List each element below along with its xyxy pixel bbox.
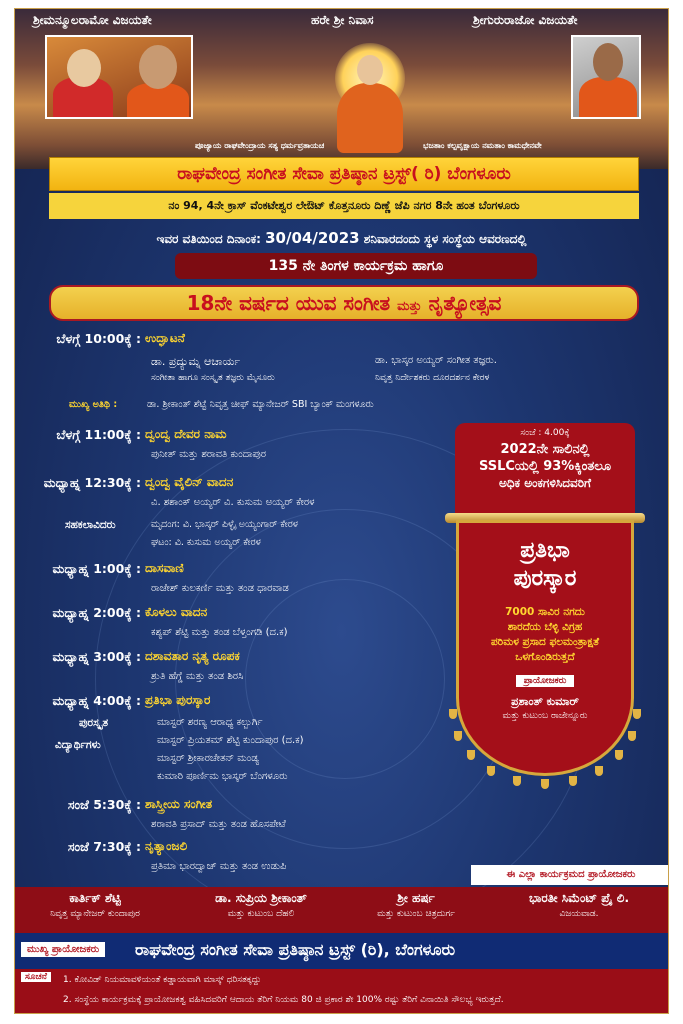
violin-artists: ವಿ. ಶಶಾಂಕ್ ಅಯ್ಯರ್ ವಿ. ಕುಸುಮ ಅಯ್ಯರ್ ಕೇರಳ	[151, 497, 315, 508]
tassel-decoration	[595, 766, 603, 776]
right-blessing: ಶ್ರೀಗುರುರಾಜೋ ವಿಜಯತೇ	[473, 13, 578, 27]
verse-left: ಪೂಜ್ಯಾಯ ರಾಘವೇಂದ್ರಾಯ ಸತ್ಯ ಧರ್ಮವ್ರತಾಯಚ	[195, 141, 325, 150]
saints-photo-left	[45, 35, 193, 119]
award-name-2: ಪುರಸ್ಕಾರ	[513, 566, 577, 591]
chief-guest: ಡಾ. ಶ್ರೀಕಾಂತ್ ಶೆಟ್ಟೆ ನಿವೃತ್ತ ಚೀಫ್ ಮ್ಯಾನೇಜರ್ SBI ಬ್ಯಾಂಕ್ ಮಂಗಳೂರು	[147, 399, 374, 410]
tassel-decoration	[628, 731, 636, 741]
classical-artists: ಶರಾವತಿ ಪ್ರಸಾದ್ ಮತ್ತು ತಂಡ ಹೊಸಪೇಟೆ	[151, 819, 286, 830]
sponsor-detail: ವಿಜಯವಾಡ.	[559, 909, 599, 919]
time-730pm: ಸಂಜೆ 7:30ಕ್ಕೆ :	[67, 839, 141, 854]
sponsor-detail: ಮತ್ತು ಕುಟುಂಬ ಚಿತ್ರದುರ್ಗ	[377, 909, 455, 919]
tassel-decoration	[633, 709, 641, 719]
award-line-2: SSLCಯಲ್ಲಿ 93%ಕ್ಕಿಂತಲೂ	[478, 459, 612, 474]
date-prefix: ಇವರ ವತಿಯಿಂದ ದಿನಾಂಕ:	[156, 232, 261, 246]
main-sponsor-name: ರಾಘವೇಂದ್ರ ಸಂಗೀತ ಸೇವಾ ಪ್ರತಿಷ್ಠಾನ ಟ್ರಸ್ಟ್ (ರಿ), ಬೆಂಗಳೂರು	[135, 940, 456, 959]
sponsor-name: ಶ್ರೀ ಹರ್ಷ	[397, 891, 435, 905]
trust-address: ನಂ 94, 4ನೇ ಕ್ರಾಸ್ ವೆಂಕಟೇಶ್ವರ ಲೇಔಟ್ ಕೊತ್ತನೂರು ದಿಣ್ಣೆ ಜೆಪಿ ನಗರ 8ನೇ ಹಂತ ಬೆಂಗಳೂರು	[49, 193, 639, 219]
date-suffix: ಶನಿವಾರದಂದು ಸ್ಥಳ ಸಂಸ್ಥೆಯ ಆವರಣದಲ್ಲಿ	[363, 232, 527, 246]
program-dashavatara: ದಶಾವತಾರ ನೃತ್ಯ ರೂಪಕ	[145, 649, 240, 663]
awardees-label-2: ವಿದ್ಯಾರ್ಥಿಗಳು	[55, 739, 101, 751]
awardees-label-1: ಪುರಸ್ಕೃತ	[79, 717, 109, 729]
sponsor-4	[493, 891, 665, 919]
chief-guest-label: ಮುಖ್ಯ ಅತಿಥಿ :	[69, 399, 118, 410]
tassel-decoration	[454, 731, 462, 741]
accompanist-ghata: ಘಟಂ: ವಿ. ಕುಸುಮ ಅಯ್ಯರ್ ಕೇರಳ	[151, 537, 261, 548]
time-1230pm: ಮಧ್ಯಾಹ್ನ 12:30ಕ್ಕೆ :	[43, 475, 141, 490]
time-10am: ಬೆಳಗ್ಗೆ 10:00ಕ್ಕೆ :	[56, 331, 141, 346]
festival-title-part2: ನೃತ್ಯೋತ್ಸವ	[428, 291, 502, 315]
note-1: 1. ಕೋವಿಡ್ ನಿಯಮಾವಳಿಯಂತೆ ಕಡ್ಡಾಯವಾಗಿ ಮಾಸ್ಕ್ ಧರಿಸತಕ್ಕದ್ದು	[63, 975, 262, 985]
sponsor-2	[181, 891, 341, 919]
program-pratibha-puraskara: ಪ್ರತಿಭಾ ಪುರಸ್ಕಾರ	[145, 693, 211, 707]
program-nrityanjali: ನೃತ್ಯಾಂಜಲಿ	[145, 839, 188, 853]
verse-right: ಭಜತಾಂ ಕಲ್ಪವೃಕ್ಷಾಯ ನಮತಾಂ ಕಾಮಧೇನವೇ	[423, 141, 542, 150]
sponsor-detail: ನಿವೃತ್ತ ಮ್ಯಾನೇಜರ್ ಕುಂದಾಪುರ	[50, 909, 140, 919]
tassel-decoration	[569, 776, 577, 786]
program-classical: ಶಾಸ್ತ್ರೀಯ ಸಂಗೀತ	[145, 797, 213, 811]
trust-title: ರಾಘವೇಂದ್ರ ಸಂಗೀತ ಸೇವಾ ಪ್ರತಿಷ್ಠಾನ ಟ್ರಸ್ಟ್( ರಿ) ಬೆಂಗಳೂರು	[49, 157, 639, 191]
guest-detail: ನಿವೃತ್ತ ನಿರ್ದೇಶಕರು ದೂರದರ್ಶನ ಕೇರಳ	[375, 373, 490, 383]
time-1pm: ಮಧ್ಯಾಹ್ನ 1:00ಕ್ಕೆ :	[52, 561, 141, 576]
festival-title-part1: 18ನೇ ವರ್ಷದ ಯುವ ಸಂಗೀತ	[186, 291, 391, 315]
event-date: 30/04/2023	[265, 229, 360, 247]
tassel-decoration	[487, 766, 495, 776]
program-violin: ದ್ವಂದ್ವ ವೈಲಿನ್ ವಾದನ	[145, 475, 234, 489]
sponsor-3	[351, 891, 481, 919]
accompanist-mridanga: ಮೃದಂಗ: ವಿ. ಭಾಸ್ಕರ್ ಪಿಳ್ಳೈ ಅಯ್ಯಂಗಾರ್ ಕೇರಳ	[151, 519, 298, 530]
monthly-program-banner: 135 ನೇ ತಿಂಗಳ ಕಾರ್ಯಕ್ರಮ ಹಾಗೂ	[175, 253, 537, 279]
award-gift-4: ಒಳಗೊಂಡಿರುತ್ತದೆ	[515, 651, 575, 663]
mandala-ring	[245, 579, 445, 779]
award-banner	[459, 523, 631, 773]
program-inauguration: ಉದ್ಘಾಟನೆ	[145, 331, 185, 345]
notes-section	[15, 969, 668, 1014]
award-line-3: ಅಧಿಕ ಅಂಕಗಳಿಸಿದವರಿಗೆ	[498, 476, 592, 490]
award-sponsor-label: ಪ್ರಾಯೋಜಕರು	[516, 675, 575, 687]
award-time: ಸಂಜೆ : 4.00ಕ್ಕೆ	[520, 428, 570, 438]
swamiji-photo-right	[571, 35, 641, 119]
sponsors-row	[15, 887, 668, 933]
time-2pm: ಮಧ್ಯಾಹ್ನ 2:00ಕ್ಕೆ :	[52, 605, 141, 620]
tassel-decoration	[449, 709, 457, 719]
sponsor-name: ಭಾರತೀ ಸಿಮೆಂಟ್ ಪ್ರೈ ಲಿ.	[528, 891, 630, 905]
guru-idol-image	[315, 43, 425, 155]
accompanists-label: ಸಹಕಲಾವಿದರು	[65, 519, 116, 531]
sponsor-1	[25, 891, 165, 919]
tassel-decoration	[513, 776, 521, 786]
main-sponsor-row	[15, 933, 668, 969]
time-11am: ಬೆಳಗ್ಗೆ 11:00ಕ್ಕೆ :	[56, 427, 141, 442]
dasavani-artists: ರಾಜೇಶ್ ಕುಲಕರ್ಣಿ ಮತ್ತು ತಂಡ ಧಾರವಾಡ	[151, 583, 289, 594]
award-gift-3: ಪರಿಮಳ ಪ್ರಸಾದ ಫಲಮಂತ್ರಾಕ್ಷತೆ	[490, 636, 600, 648]
festival-and: ಮತ್ತು	[397, 299, 422, 314]
sponsor-name: ಡಾ. ಸುಪ್ರಿಯ ಶ್ರೀಕಾಂತ್	[215, 891, 307, 905]
award-header	[455, 423, 635, 513]
time-3pm: ಮಧ್ಯಾಹ್ನ 3:00ಕ್ಕೆ :	[52, 649, 141, 664]
time-530pm: ಸಂಜೆ 5:30ಕ್ಕೆ :	[67, 797, 141, 812]
program-flute: ಕೊಳಲು ವಾದನ	[145, 605, 208, 619]
festival-banner	[49, 285, 639, 321]
all-program-sponsors-note: ಈ ಎಲ್ಲಾ ಕಾರ್ಯಕ್ರಮದ ಪ್ರಾಯೋಜಕರು	[471, 865, 669, 885]
awardee-3: ಮಾಸ್ಟರ್ ಶ್ರೀಕಾರಚೇತನ್ ಮಂಡ್ಯ	[157, 753, 259, 764]
award-line-1: 2022ನೇ ಸಾಲಿನಲ್ಲಿ	[500, 442, 590, 457]
note-2: 2. ಸಂಸ್ಥೆಯ ಕಾರ್ಯಕ್ರಮಕ್ಕೆ ಪ್ರಾಯೋಜಕತ್ವ ವಹಿಸಿದವರಿಗೆ ಆದಾಯ ತೆರಿಗೆ ನಿಯಮ 80 ಜಿ ಪ್ರಕಾರ ಶೇ 100% ರಷ್ಟು ತೆರಿಗೆ ವಿನಾಯಿತಿ ಸೌಲಭ್ಯ ಇರುತ್ತದೆ.	[63, 995, 504, 1005]
center-blessing: ಹರೇ ಶ್ರೀ ನಿವಾಸ	[311, 13, 374, 27]
sponsor-detail: ಮತ್ತು ಕುಟುಂಬ ದೆಹಲಿ	[227, 909, 295, 919]
program-dasavani: ದಾಸವಾಣಿ	[145, 561, 184, 575]
inaugurator-detail: ಸಂಗೀತಾ ಹಾಗೂ ಸಂಸ್ಕೃತ ತಜ್ಞರು ಮೈಸೂರು	[151, 373, 275, 383]
award-name-1: ಪ್ರತಿಭಾ	[520, 538, 570, 563]
dashavatara-artists: ಶ್ರುತಿ ಹೆಗ್ಡೆ ಮತ್ತು ತಂಡ ಶಿರಸಿ	[151, 671, 244, 682]
flute-artists: ಕಶ್ಯಪ್ ಶೆಟ್ಟಿ ಮತ್ತು ತಂಡ ಬೆಳ್ತಂಗಡಿ (ದ.ಕ)	[151, 627, 288, 638]
inaugurator-name: ಡಾ. ಪ್ರದ್ಯುಮ್ನ ಆಚಾರ್ಯ	[151, 355, 241, 368]
tassel-decoration	[541, 779, 549, 789]
awardee-1: ಮಾಸ್ಟರ್ ಶರಣ್ಯ ಆರಾಧ್ಯ ಕಲ್ಬುರ್ಗಿ	[157, 717, 263, 728]
main-sponsor-label: ಮುಖ್ಯ ಪ್ರಾಯೋಜಕರು	[21, 942, 105, 957]
time-4pm: ಮಧ್ಯಾಹ್ನ 4:00ಕ್ಕೆ :	[52, 693, 141, 708]
devaranama-artists: ಪುನೀತ್ ಮತ್ತು ಶರಾವತಿ ಕುಂದಾಪುರ	[151, 449, 267, 460]
notes-label: ಸೂಚನೆ	[21, 972, 51, 982]
tassel-decoration	[615, 750, 623, 760]
program-devaranama: ದ್ವಂದ್ವ ದೇವರ ನಾಮ	[145, 427, 227, 441]
tassel-decoration	[467, 750, 475, 760]
nrityanjali-artists: ಪ್ರತಿಮಾ ಭಾರದ್ವಾಜ್ ಮತ್ತು ತಂಡ ಉಡುಪಿ	[151, 861, 287, 872]
date-line	[15, 229, 668, 247]
guest-name: ಡಾ. ಭಾಸ್ಕರ ಅಯ್ಯರ್ ಸಂಗೀತ ತಜ್ಞರು.	[375, 355, 497, 366]
award-sponsor-detail: ಮತ್ತು ಕುಟುಂಬ ರಾಜೇನ್ನೂರು	[502, 711, 588, 721]
awardee-2: ಮಾಸ್ಟರ್ ಪ್ರಿಯತಮ್ ಶೆಟ್ಟಿ ಕುಂದಾಪುರ (ದ.ಕ)	[157, 735, 304, 746]
banner-rod	[445, 513, 645, 523]
sponsor-name: ಕಾರ್ತಿಕ್ ಶೆಟ್ಟಿ	[69, 891, 121, 905]
award-gift-1: 7000 ಸಾವಿರ ನಗದು	[505, 606, 585, 618]
award-sponsor: ಪ್ರಶಾಂತ್ ಕುಮಾರ್	[511, 695, 579, 708]
event-poster	[14, 8, 669, 1014]
awardee-4: ಕುಮಾರಿ ಪೂರ್ಣಿಮ ಭಾಸ್ಕರ್ ಬೆಂಗಳೂರು	[157, 771, 288, 782]
award-gift-2: ಶಾರದೆಯ ಬೆಳ್ಳಿ ವಿಗ್ರಹ	[507, 621, 583, 633]
left-blessing: ಶ್ರೀಮನ್ಮೂಲರಾಮೋ ವಿಜಯತೇ	[33, 13, 152, 27]
